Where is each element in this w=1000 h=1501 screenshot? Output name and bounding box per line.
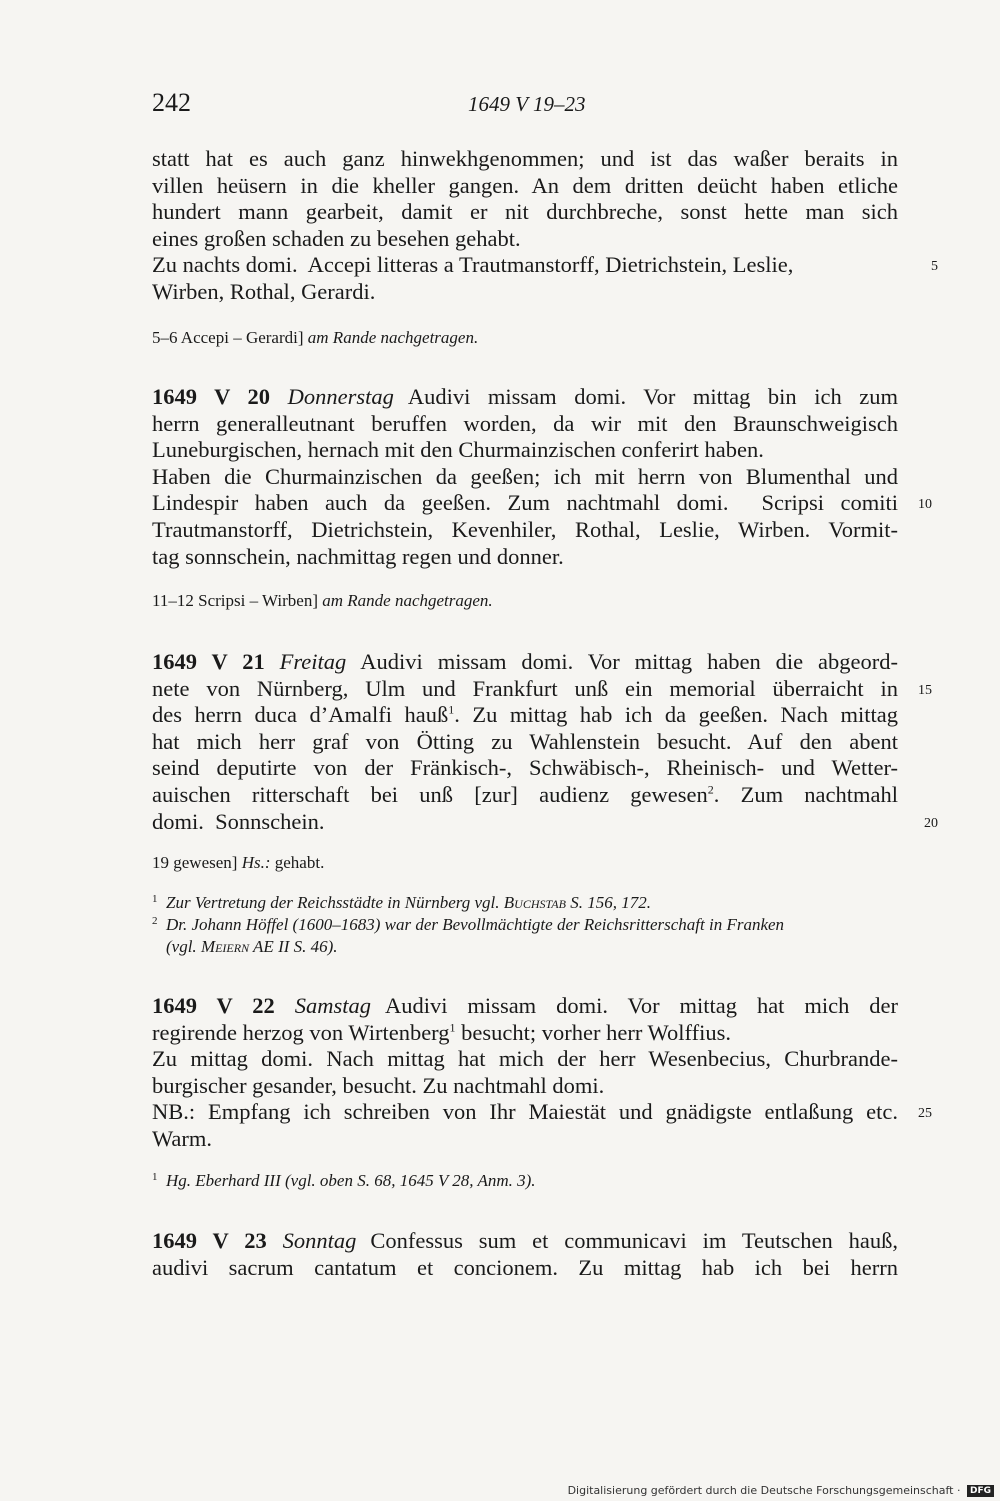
entry-date: 1649 V 20 xyxy=(152,384,271,409)
footnote xyxy=(152,892,898,914)
footnotes xyxy=(152,892,898,958)
footnote-number: 2 xyxy=(152,915,158,927)
text-line: eines großen schaden zu besehen gehabt. xyxy=(152,225,521,251)
line-number: 5 xyxy=(931,259,938,275)
note-text: am Rande nachgetragen. xyxy=(322,591,493,610)
note-text: gehabt. xyxy=(274,853,325,872)
text-span: Audivi missam domi. Vor mittag bin ich zum xyxy=(407,384,899,409)
entry-weekday: Samstag xyxy=(294,993,371,1018)
text-span: regirende herzog von Wirtenberg xyxy=(152,1019,450,1045)
entry-date: 1649 V 21 xyxy=(152,649,265,674)
text-line: hundert mann gearbeit, damit er nit durchbreche, sonst hette man sich xyxy=(152,199,898,225)
text-span: Audivi missam domi. Vor mittag haben die abgeord- xyxy=(360,649,899,674)
entry-1649-v-20 xyxy=(152,384,932,570)
entry-1649-v-21 xyxy=(152,649,938,835)
text-line: tag sonnschein, nachmittag regen und donner. xyxy=(152,543,564,569)
note-line xyxy=(152,590,898,612)
text-line xyxy=(152,702,898,729)
text-span: des herrn duca d’Amalfi hauß xyxy=(152,702,449,728)
credit-text: Digitalisierung gefördert durch die Deutsche Forschungsgemeinschaft · xyxy=(567,1484,961,1497)
line-number: 15 xyxy=(918,682,932,698)
running-head: 1649 V 19–23 xyxy=(468,92,586,116)
dfg-logo: DFG xyxy=(967,1485,994,1497)
footnote-text: AE II S. 46). xyxy=(253,937,338,956)
text-line xyxy=(152,252,938,279)
footnote xyxy=(152,1170,898,1192)
text-line: seind deputirte von der Fränkisch-, Schwäbisch-, Rheinisch- und Wetter- xyxy=(152,755,898,781)
text-line xyxy=(152,1099,932,1126)
footnote-marker: 1 xyxy=(448,702,455,717)
paragraph-continuation xyxy=(152,146,938,306)
text-line xyxy=(152,808,938,836)
text-span: besucht; vorher herr Wolffius. xyxy=(455,1019,731,1045)
entry-1649-v-22 xyxy=(152,993,932,1153)
text-line: herrn generalleutnant beruffen worden, da wir mit den Braunschweigisch xyxy=(152,410,898,436)
footnote-text: S. 156, 172. xyxy=(570,893,651,912)
text-line: Zu mittag domi. Nach mittag hat mich der herr Wesenbecius, Churbrande- xyxy=(152,1046,898,1072)
text-line: Warm. xyxy=(152,1125,213,1151)
note-ref: 19 gewesen] xyxy=(152,853,238,872)
footnotes xyxy=(152,1170,898,1192)
entry-weekday: Sonntag xyxy=(282,1228,357,1253)
entry-weekday: Donnerstag xyxy=(287,384,394,409)
text-line: Wirben, Rothal, Gerardi. xyxy=(152,278,376,304)
page-number: 242 xyxy=(152,88,191,117)
footnote xyxy=(152,914,898,936)
text-span: Confessus sum et communicavi im Teutschen hauß, xyxy=(370,1228,899,1253)
entry-weekday: Freitag xyxy=(279,649,347,674)
footnote-marker: 2 xyxy=(707,782,714,797)
entry-date: 1649 V 22 xyxy=(152,993,275,1018)
entry-date: 1649 V 23 xyxy=(152,1228,267,1253)
footnote-text: Hg. Eberhard III (vgl. oben S. 68, 1645 V 28, Anm. 3). xyxy=(166,1171,536,1190)
footnote-number: 1 xyxy=(152,1171,158,1183)
text-span: Zu nachts domi. Accepi litteras a Trautmanstorff, Dietrichstein, Leslie, xyxy=(152,252,794,278)
text-line: villen heüsern in die kheller gangen. An dem dritten deücht haben etliche xyxy=(152,172,898,198)
footnote-marker: 1 xyxy=(449,1020,456,1035)
text-span: NB.: Empfang ich schreiben von Ihr Maiestät und gnädigste entlaßung etc. xyxy=(152,1099,898,1125)
footnote-text: Dr. Johann Höffel (1600–1683) war der Bevollmächtigte der Reichsritterschaft in Franken xyxy=(166,915,785,934)
note-line xyxy=(152,852,898,874)
text-line xyxy=(152,1228,898,1255)
footnote-text: (vgl. xyxy=(166,937,197,956)
footnote-author: Meiern xyxy=(200,937,250,956)
text-line: hat mich herr graf von Ötting zu Wahlenstein besucht. Auf den abent xyxy=(152,728,898,754)
text-line: audivi sacrum cantatum et concionem. Zu mittag hab ich bei herrn xyxy=(152,1254,898,1280)
page-header xyxy=(152,88,898,120)
note-ref: 11–12 Scripsi – Wirben] xyxy=(152,591,318,610)
text-line: Trautmanstorff, Dietrichstein, Kevenhiler, Rothal, Leslie, Wirben. Vormit- xyxy=(152,516,898,542)
apparatus-note xyxy=(152,590,898,612)
text-span: auischen ritterschaft bei unß [zur] audienz gewesen xyxy=(152,781,708,807)
text-line: Luneburgischen, hernach mit den Churmainzischen conferirt haben. xyxy=(152,437,764,463)
text-line xyxy=(152,490,932,517)
note-line xyxy=(152,327,898,349)
text-line: Haben die Churmainzischen da geeßen; ich mit herrn von Blumenthal und xyxy=(152,463,898,489)
text-line: statt hat es auch ganz hinwekhgenommen; und ist das waßer beraits in xyxy=(152,146,898,171)
text-line xyxy=(152,384,898,411)
note-hs: Hs.: xyxy=(241,853,271,872)
line-number: 25 xyxy=(918,1106,932,1122)
note-text: am Rande nachgetragen. xyxy=(307,328,479,347)
text-line xyxy=(152,649,898,676)
entry-1649-v-23 xyxy=(152,1228,898,1281)
footnote-continuation xyxy=(152,936,898,958)
text-span: domi. Sonnschein. xyxy=(152,808,325,834)
text-line xyxy=(152,993,898,1020)
text-span: . Zu mittag hab ich da geeßen. Nach mittag xyxy=(454,702,898,728)
apparatus-note xyxy=(152,327,898,349)
text-span: Audivi missam domi. Vor mittag hat mich der xyxy=(385,993,899,1018)
apparatus-note xyxy=(152,852,898,874)
text-span: . Zum nachtmahl xyxy=(713,781,899,807)
text-line xyxy=(152,1020,898,1047)
footnote-number: 1 xyxy=(152,893,158,905)
line-number: 20 xyxy=(924,815,938,831)
line-number: 10 xyxy=(918,497,932,513)
text-span: Lindespir haben auch da geeßen. Zum nachtmahl domi. Scripsi comiti xyxy=(152,490,898,516)
text-span: nete von Nürnberg, Ulm und Frankfurt unß ein memorial überraicht in xyxy=(152,675,898,701)
footnote-text: Zur Vertretung der Reichsstädte in Nürnberg vgl. xyxy=(166,893,500,912)
footnote-author: Buchstab xyxy=(503,893,566,912)
text-line: burgischer gesander, besucht. Zu nachtmahl domi. xyxy=(152,1072,605,1098)
note-ref: 5–6 Accepi – Gerardi] xyxy=(152,328,304,347)
text-line xyxy=(152,782,898,809)
digitization-credit xyxy=(568,1484,994,1497)
text-line xyxy=(152,675,932,703)
